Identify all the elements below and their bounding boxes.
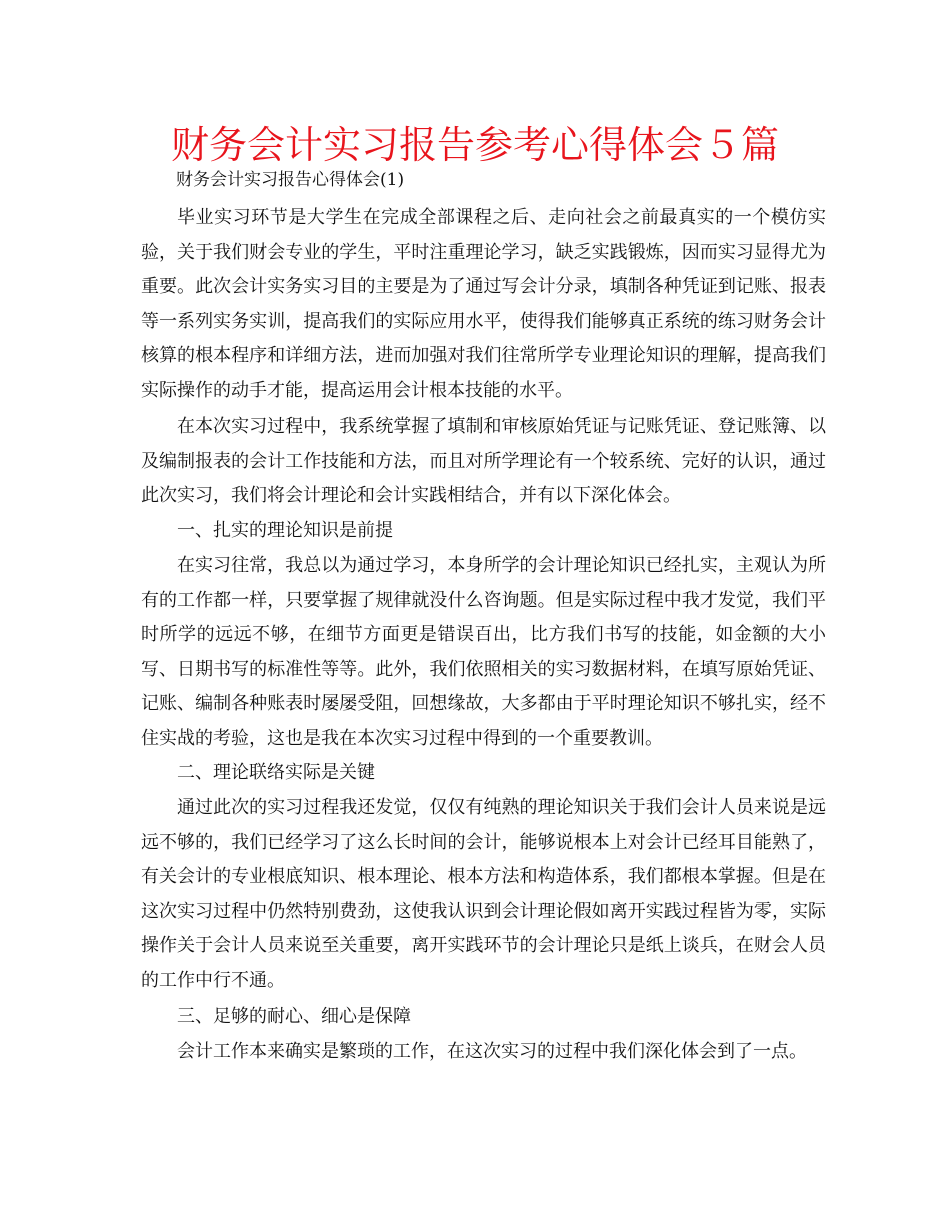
paragraph-1: 毕业实习环节是大学生在完成全部课程之后、走向社会之前最真实的一个模仿实验，关于我们财会专业的学生，平时注重理论学习，缺乏实践锻炼，因而实习显得尤为重要。此次会计实务实习目的主要是为了通过写会计分录，填制各种凭证到记账、报表等一系列实务实训，提高我们的实际应用水平，使得我们能够真正系统的练习财务会计核算的根本程序和详细方法，进而加强对我们往常所学专业理论知识的理解，提高我们实际操作的动手才能，提高运用会计根本技能的水平。 (141, 207, 826, 401)
paragraph-4: 通过此次的实习过程我还发觉，仅仅有纯熟的理论知识关于我们会计人员来说是远远不够的，我们已经学习了这么长时间的会计，能够说根本上对会计已经耳目能熟了，有关会计的专业根底知识、根本理论、根本方法和构造体系，我们都根本掌握。但是在这次实习过程中仍然特别费劲，这使我认识到会计理论假如离开实践过程皆为零，实际操作关于会计人员来说至关重要，离开实践环节的会计理论只是纸上谈兵，在财会人员的工作中行不通。 (141, 797, 826, 991)
paragraph-2: 在本次实习过程中，我系统掌握了填制和审核原始凭证与记账凭证、登记账簿、以及编制报表的会计工作技能和方法，而且对所学理论有一个较系统、完好的认识，通过此次实习，我们将会计理论和会计实践相结合，并有以下深化体会。 (141, 416, 826, 506)
section-heading-1: 一、扎实的理论知识是前提 (177, 520, 393, 541)
document-subtitle: 财务会计实习报告心得体会(1) (176, 170, 405, 190)
paragraph-3: 在实习往常，我总以为通过学习，本身所学的会计理论知识已经扎实，主观认为所有的工作都一样，只要掌握了规律就没什么咨询题。但是实际过程中我才发觉，我们平时所学的远远不够，在细节方面更是错误百出，比方我们书写的技能，如金额的大小写、日期书写的标准性等等。此外，我们依照相关的实习数据材料，在填写原始凭证、记账、编制各种账表时屡屡受阻，回想缘故，大多都由于平时理论知识不够扎实，经不住实战的考验，这也是我在本次实习过程中得到的一个重要教训。 (141, 555, 826, 749)
paragraph-5: 会计工作本来确实是繁琐的工作，在这次实习的过程中我们深化体会到了一点。 (177, 1041, 807, 1062)
section-heading-2: 二、理论联络实际是关键 (177, 762, 375, 783)
document-title: 财务会计实习报告参考心得体会５篇 (170, 123, 779, 167)
section-heading-3: 三、足够的耐心、细心是保障 (177, 1006, 411, 1027)
